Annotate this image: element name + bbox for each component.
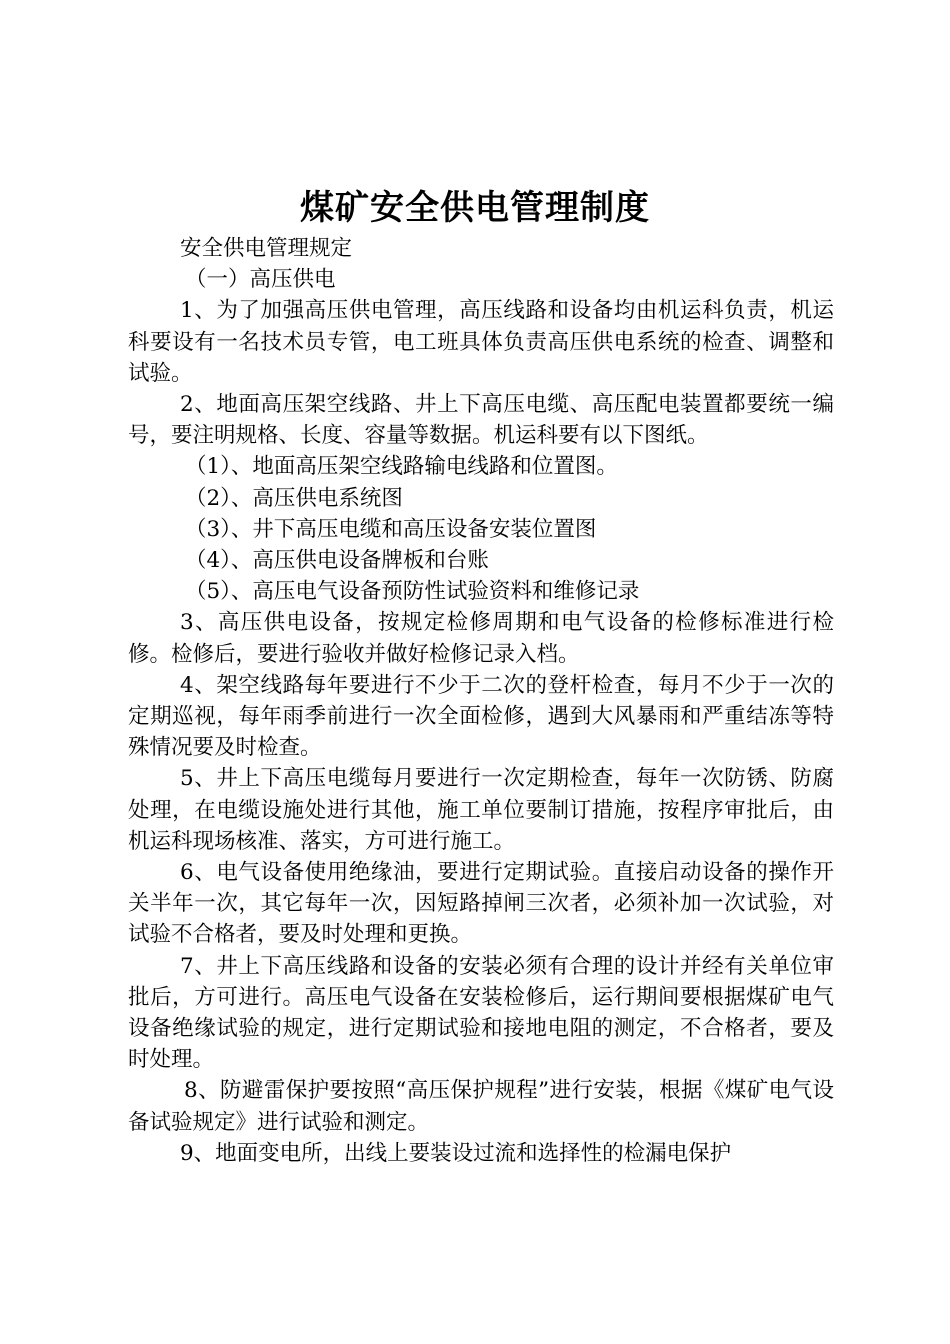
list-item: （5）、高压电气设备预防性试验资料和维修记录 — [185, 579, 640, 605]
paragraph-item-1: 1、为了加强高压供电管理，高压线路和设备均由机运科负责，机运科要设有一名技术员专管，电工班具体负责高压供电系统的检查、调整和试验。 — [128, 298, 834, 386]
paragraph-item-6: 6、电气设备使用绝缘油，要进行定期试验。直接启动设备的操作开关半年一次，其它每年一次，因短路掉闸三次者，必须补加一次试验，对试验不合格者，要及时处理和更换。 — [128, 860, 834, 948]
list-item: （1）、地面高压架空线路输电线路和位置图。 — [185, 454, 618, 480]
document-body — [128, 233, 834, 1169]
document-title: 煤矿安全供电管理制度 — [300, 188, 650, 228]
list-item: （2）、高压供电系统图 — [185, 485, 403, 511]
paragraph-item-8: 8、防避雷保护要按照“高压保护规程”进行安装，根据《煤矿电气设备试验规定》进行试验和测定。 — [128, 1078, 834, 1135]
paragraph-item-2: 2、地面高压架空线路、井上下高压电缆、高压配电装置都要统一编号，要注明规格、长度、容量等数据。机运科要有以下图纸。 — [128, 392, 834, 449]
paragraph-item-9: 9、地面变电所，出线上要装设过流和选择性的检漏电保护 — [180, 1140, 732, 1166]
paragraph-item-4: 4、架空线路每年要进行不少于二次的登杆检查，每月不少于一次的定期巡视，每年雨季前进行一次全面检修，遇到大风暴雨和严重结冻等特殊情况要及时检查。 — [128, 672, 834, 761]
section-heading: 安全供电管理规定 — [180, 236, 353, 261]
paragraph-item-5: 5、井上下高压电缆每月要进行一次定期检查，每年一次防锈、防腐处理，在电缆设施处进行其他，施工单位要制订措施，按程序审批后，由机运科现场核准、落实，方可进行施工。 — [128, 766, 834, 854]
subsection-heading: （一）高压供电 — [185, 267, 336, 293]
paragraph-item-3: 3、高压供电设备，按规定检修周期和电气设备的检修标准进行检修。检修后，要进行验收并做好检修记录入档。 — [128, 610, 834, 667]
list-item: （3）、井下高压电缆和高压设备安装位置图 — [185, 516, 597, 542]
paragraph-item-7: 7、井上下高压线路和设备的安装必须有合理的设计并经有关单位审批后，方可进行。高压电气设备在安装检修后，运行期间要根据煤矿电气设备绝缘试验的规定，进行定期试验和接地电阻的测定，不合格者，要及时处理。 — [128, 953, 834, 1073]
list-item: （4）、高压供电设备牌板和台账 — [185, 548, 489, 574]
